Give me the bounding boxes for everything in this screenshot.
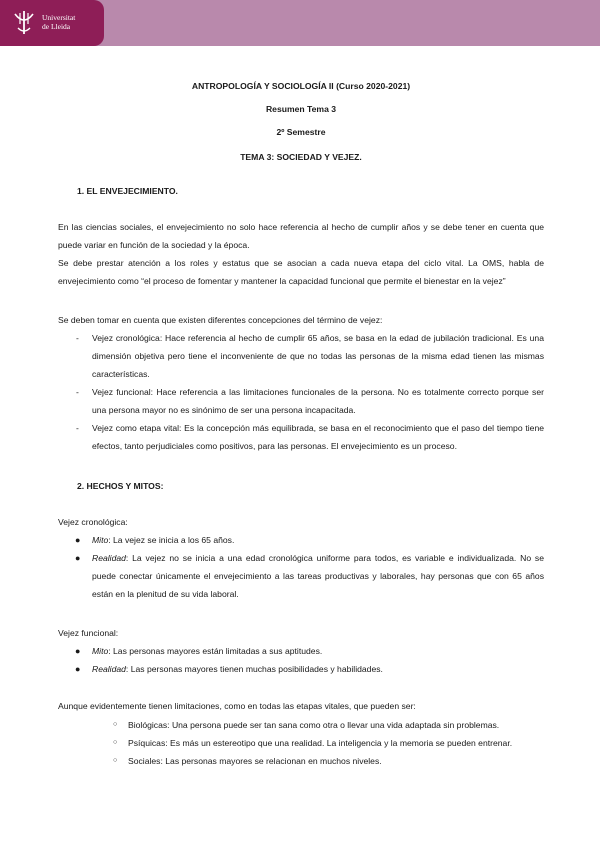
bullet-icon: ● <box>75 646 81 656</box>
university-emblem-icon <box>12 10 36 36</box>
list-item: - Vejez funcional: Hace referencia a las limitaciones funcionales de la persona. No es totalmente correcto porque ser una persona mayor no es sinónimo de ser una persona incapacitada. <box>58 383 544 419</box>
dash-bullet: - <box>76 423 79 433</box>
vejez-concepts-list <box>58 329 544 455</box>
section-1-paragraph-2: Se debe prestar atención a los roles y estatus que se asocian a cada nueva etapa del ciclo vital. La OMS, habla de envejecimiento como “el proceso de fomentar y mantener la capacidad funcional que permite el bienestar en la vejez” <box>58 258 544 286</box>
circle-bullet-icon: ○ <box>113 739 118 746</box>
course-title: ANTROPOLOGÍA Y SOCIOLOGÍA II (Curso 2020-2021) <box>191 81 411 91</box>
section-1-heading: 1. EL ENVEJECIMIENTO. <box>77 186 178 196</box>
limitations-intro: Aunque evidentemente tienen limitaciones, como en todas las etapas vitales, que pueden ser: <box>58 701 416 711</box>
university-logo <box>0 0 104 46</box>
vejez-funcional-list <box>58 642 544 678</box>
list-item: ○ Sociales: Las personas mayores se relacionan en muchos niveles. <box>58 752 544 770</box>
section-1-paragraph-1: En las ciencias sociales, el envejecimiento no solo hace referencia al hecho de cumplir años y se debe tener en cuenta que puede variar en función de la sociedad y la época. <box>58 222 544 250</box>
vejez-funcional-heading: Vejez funcional: <box>58 628 119 638</box>
limitations-list <box>58 716 544 770</box>
list-item: ● Realidad: Las personas mayores tienen muchas posibilidades y habilidades. <box>58 660 544 678</box>
list-item: ○ Biológicas: Una persona puede ser tan sana como otra o llevar una vida adaptada sin problemas. <box>58 716 544 734</box>
vejez-cronologica-heading: Vejez cronológica: <box>58 517 128 527</box>
vejez-cronologica-list <box>58 531 544 603</box>
semester-title: 2º Semestre <box>276 127 326 137</box>
circle-bullet-icon: ○ <box>113 721 118 728</box>
dash-bullet: - <box>76 333 79 343</box>
bullet-icon: ● <box>75 664 81 674</box>
circle-bullet-icon: ○ <box>113 757 118 764</box>
theme-title: TEMA 3: SOCIEDAD Y VEJEZ. <box>240 152 362 162</box>
logo-line-1: Universitat <box>42 13 76 22</box>
list-item: - Vejez cronológica: Hace referencia al hecho de cumplir 65 años, se basa en la edad de jubilación tradicional. Es una dimensión objetiva pero tiene el inconveniente de que no todas las personas de la misma edad tienen las mismas características. <box>58 329 544 383</box>
list-item: ○ Psíquicas: Es más un estereotipo que una realidad. La inteligencia y la memoria se pueden entrenar. <box>58 734 544 752</box>
page-header-band <box>0 0 600 46</box>
logo-line-2: de Lleida <box>42 22 71 31</box>
bullet-icon: ● <box>75 535 81 545</box>
vejez-concepts-intro: Se deben tomar en cuenta que existen diferentes concepciones del término de vejez: <box>58 315 383 325</box>
summary-title: Resumen Tema 3 <box>265 104 337 114</box>
bullet-icon: ● <box>75 553 81 563</box>
section-2-heading: 2. HECHOS Y MITOS: <box>77 481 164 491</box>
dash-bullet: - <box>76 387 79 397</box>
list-item: ● Mito: La vejez se inicia a los 65 años. <box>58 531 544 549</box>
list-item: ● Mito: Las personas mayores están limitadas a sus aptitudes. <box>58 642 544 660</box>
list-item: ● Realidad: La vejez no se inicia a una edad cronológica uniforme para todos, es variable e individualizada. No se puede conectar únicamente el envejecimiento a las tareas productivas y laborales, hay personas que con 65 años están en la plenitud de su vida laboral. <box>58 549 544 603</box>
list-item: - Vejez como etapa vital: Es la concepción más equilibrada, se basa en el reconocimiento que el paso del tiempo tiene efectos, tanto perjudiciales como positivos, para las personas. El envejecimiento es un proceso. <box>58 419 544 455</box>
